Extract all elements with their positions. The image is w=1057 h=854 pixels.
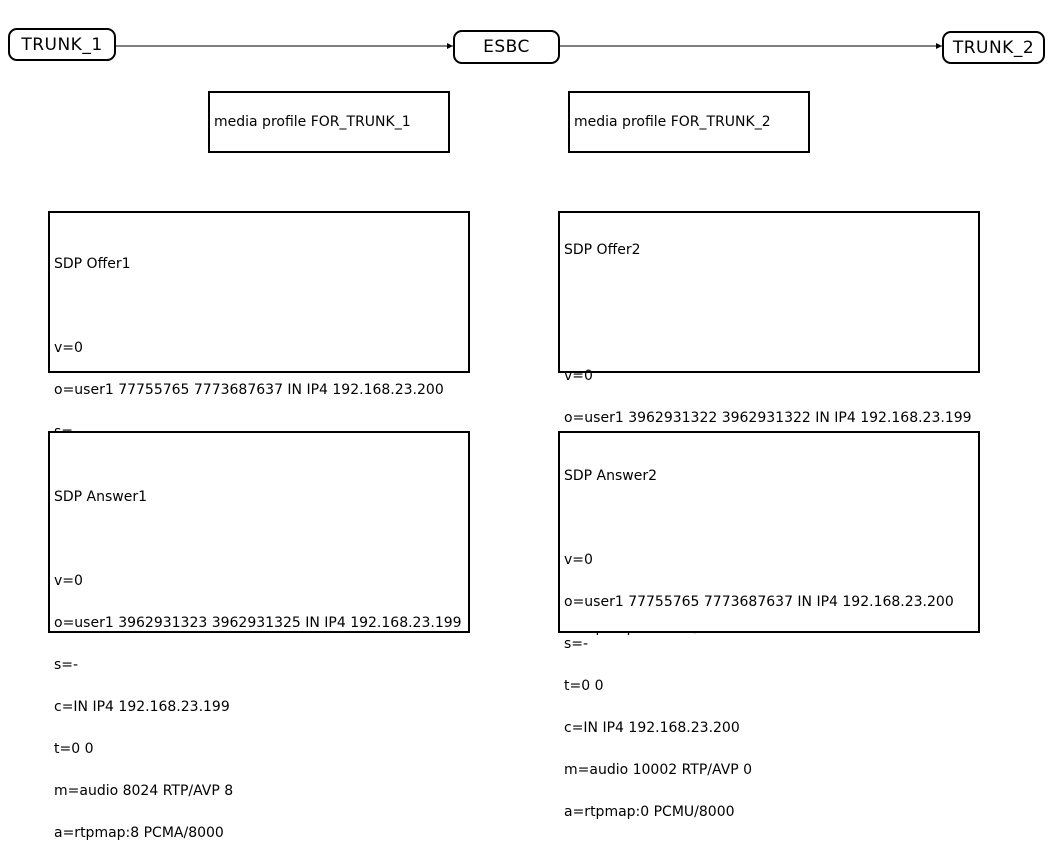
- sdp-line: c=IN IP4 192.168.23.200: [564, 720, 740, 736]
- sdp-offer2-title: SDP Offer2: [564, 242, 641, 258]
- sdp-answer1-box: [48, 431, 470, 841]
- sdp-answer2-box: [558, 431, 980, 820]
- media-profile-trunk1-label: media profile FOR_TRUNK_1: [214, 114, 411, 130]
- sdp-line: m=audio 8024 RTP/AVP 8: [54, 783, 234, 799]
- sdp-offer1-box: [48, 211, 470, 398]
- sdp-answer2-title: SDP Answer2: [564, 468, 658, 484]
- media-profile-trunk2-label: media profile FOR_TRUNK_2: [574, 114, 771, 130]
- trunk1-node: TRUNK_1: [8, 28, 116, 61]
- sdp-offer2-box: [558, 211, 980, 426]
- sdp-answer1-title: SDP Answer1: [54, 489, 148, 505]
- media-profile-trunk2: [568, 91, 810, 153]
- media-profile-trunk1: [208, 91, 450, 153]
- sdp-line: a=rtpmap:8 PCMA/8000: [54, 825, 224, 841]
- sdp-line: t=0 0: [54, 741, 94, 757]
- esbc-node: ESBC: [453, 30, 560, 64]
- sdp-line: s=-: [54, 657, 79, 673]
- sdp-line: v=0: [564, 368, 593, 384]
- sdp-line: a=rtpmap:0 PCMU/8000: [564, 804, 735, 820]
- sdp-line: t=0 0: [564, 678, 604, 694]
- sdp-line: v=0: [54, 340, 83, 356]
- sdp-line: c=IN IP4 192.168.23.199: [54, 699, 230, 715]
- sdp-line: v=0: [54, 573, 83, 589]
- sdp-line: o=user1 3962931322 3962931322 IN IP4 192.168.23.199: [564, 410, 972, 426]
- sdp-line: o=user1 77755765 7773687637 IN IP4 192.168.23.200: [564, 594, 954, 610]
- trunk2-node: TRUNK_2: [942, 31, 1045, 64]
- sdp-line: o=user1 3962931323 3962931325 IN IP4 192.168.23.199: [54, 615, 462, 631]
- sdp-line: s=-: [564, 636, 589, 652]
- sdp-line: m=audio 10002 RTP/AVP 0: [564, 762, 753, 778]
- sdp-offer1-title: SDP Offer1: [54, 256, 131, 272]
- sdp-line: v=0: [564, 552, 593, 568]
- sdp-line: o=user1 77755765 7773687637 IN IP4 192.168.23.200: [54, 382, 444, 398]
